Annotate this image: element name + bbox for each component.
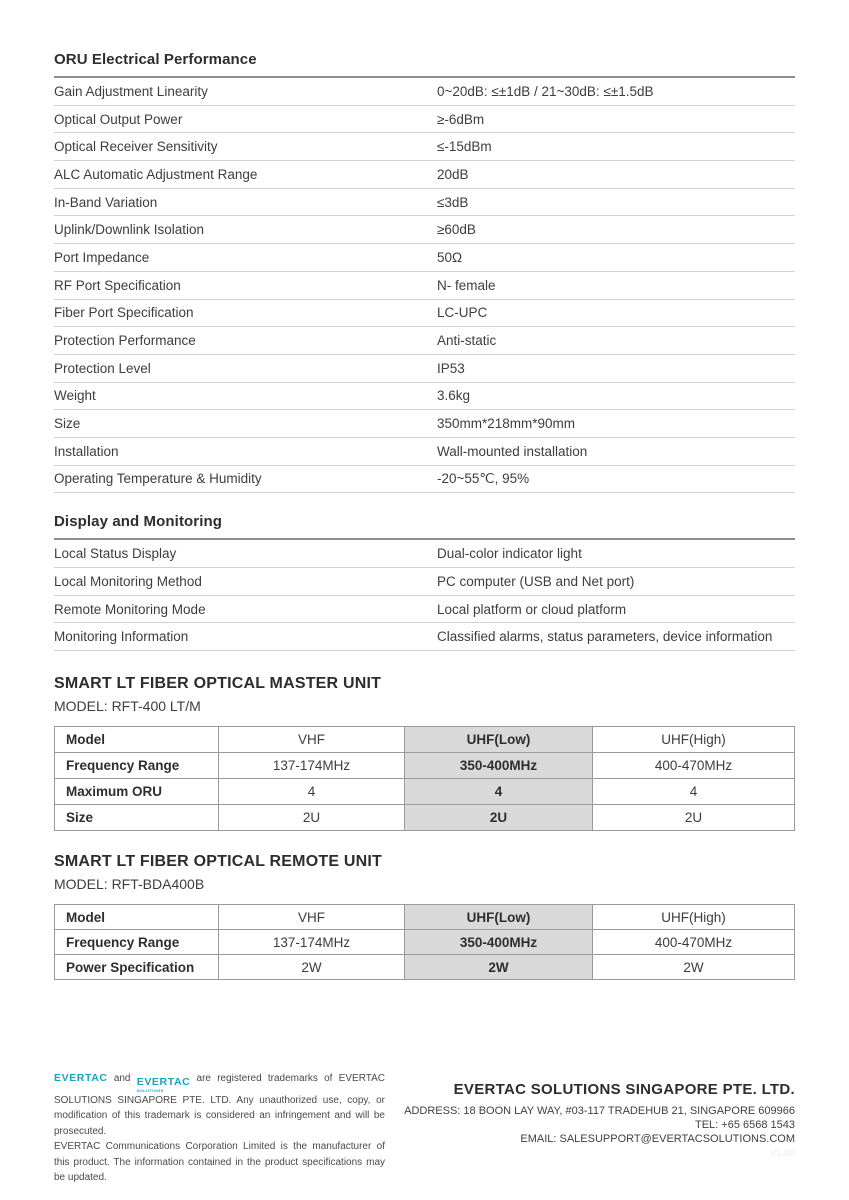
spec-value: N- female [437, 277, 496, 293]
table-header-cell: Model [55, 905, 219, 930]
table-header-cell: VHF [219, 727, 405, 753]
table-cell: 2U [405, 805, 593, 831]
table-cell: Power Specification [55, 955, 219, 980]
display-monitoring-rows [54, 540, 795, 651]
table-cell: 4 [405, 779, 593, 805]
spec-row [54, 327, 795, 355]
spec-row [54, 383, 795, 411]
table-cell: 400-470MHz [593, 930, 795, 955]
spec-value: LC-UPC [437, 305, 488, 321]
spec-value: Classified alarms, status parameters, device information [437, 629, 773, 645]
spec-row [54, 78, 795, 106]
spec-row [54, 568, 795, 596]
spec-value: ≤-15dBm [437, 139, 492, 155]
table-row [55, 753, 795, 779]
trademark-paragraph-1 [54, 1071, 385, 1139]
spec-label: Local Status Display [54, 546, 177, 562]
oru-spec-rows [54, 78, 795, 493]
section-remote-unit [54, 853, 795, 980]
spec-value: Dual-color indicator light [437, 546, 582, 562]
table-cell: 2W [219, 955, 405, 980]
table-header-row [55, 727, 795, 753]
section-title-oru: ORU Electrical Performance [54, 52, 795, 78]
product-model-remote: MODEL: RFT-BDA400B [54, 876, 205, 893]
evertac-solutions-logo [137, 1077, 191, 1093]
spec-label: Gain Adjustment Linearity [54, 83, 208, 99]
spec-row [54, 161, 795, 189]
table-cell: Frequency Range [55, 753, 219, 779]
evertac-solutions-logo-sub: SOLUTIONS [136, 1087, 164, 1093]
table-header-cell: UHF(High) [593, 727, 795, 753]
product-title-master: SMART LT FIBER OPTICAL MASTER UNIT [54, 675, 382, 693]
spec-label: Protection Performance [54, 333, 196, 349]
spec-row [54, 244, 795, 272]
spec-row [54, 466, 795, 494]
page-content [54, 52, 795, 980]
table-row [55, 779, 795, 805]
spec-row [54, 189, 795, 217]
table-cell: 400-470MHz [593, 753, 795, 779]
spec-label: Installation [54, 443, 119, 459]
spec-value: ≥-6dBm [437, 111, 485, 127]
spec-value: 350mm*218mm*90mm [437, 416, 576, 432]
table-cell: 4 [593, 779, 795, 805]
table-header-cell: UHF(Low) [405, 727, 593, 753]
spec-value: PC computer (USB and Net port) [437, 573, 635, 589]
company-tel: TEL: +65 6568 1543 [695, 1118, 795, 1131]
table-row [55, 930, 795, 955]
section-title-display-monitoring: Display and Monitoring [54, 514, 795, 540]
table-cell: Maximum ORU [55, 779, 219, 805]
product-model-master: MODEL: RFT-400 LT/M [54, 698, 201, 715]
footer-trademark [54, 1071, 385, 1186]
table-cell: 2W [593, 955, 795, 980]
spec-row [54, 438, 795, 466]
spec-row [54, 106, 795, 134]
spec-row [54, 410, 795, 438]
footer-company-info [404, 1081, 795, 1158]
company-name: EVERTAC SOLUTIONS SINGAPORE PTE. LTD. [453, 1081, 795, 1098]
spec-label: RF Port Specification [54, 277, 181, 293]
spec-value: Anti-static [437, 333, 497, 349]
spec-label: Protection Level [54, 360, 151, 376]
spec-row [54, 216, 795, 244]
spec-label: ALC Automatic Adjustment Range [54, 166, 258, 182]
section-oru-electrical-performance [54, 52, 795, 493]
spec-value: -20~55℃, 95% [437, 470, 530, 486]
spec-value: IP53 [437, 360, 465, 376]
spec-label: Fiber Port Specification [54, 305, 194, 321]
table-cell: 2W [405, 955, 593, 980]
spec-value: Wall-mounted installation [437, 443, 588, 459]
spec-label: Size [54, 416, 81, 432]
trademark-and: and [113, 1073, 131, 1084]
table-cell: 350-400MHz [405, 753, 593, 779]
spec-row [54, 355, 795, 383]
table-row [55, 805, 795, 831]
spec-label: Uplink/Downlink Isolation [54, 222, 205, 238]
spec-value: 0~20dB: ≤±1dB / 21~30dB: ≤±1.5dB [437, 83, 654, 99]
company-address: ADDRESS: 18 BOON LAY WAY, #03-117 TRADEHUB 21, SINGAPORE 609966 [404, 1105, 795, 1117]
trademark-text: are registered trademarks of EVERTAC SOLUTIONS SINGAPORE PTE. LTD. Any unauthorized use, copy, or modification of this trademark is considered an infringement and will be prosecuted. [54, 1073, 385, 1137]
table-header-cell: VHF [219, 905, 405, 930]
evertac-solutions-logo-main: EVERTAC [136, 1076, 191, 1088]
section-display-monitoring [54, 514, 795, 651]
spec-value: 50Ω [437, 249, 463, 265]
spec-label: Weight [54, 388, 96, 404]
spec-label: Remote Monitoring Mode [54, 601, 206, 617]
section-master-unit [54, 675, 795, 831]
table-cell: 2U [219, 805, 405, 831]
master-unit-table [54, 726, 795, 831]
remote-unit-table [54, 904, 795, 980]
company-email: EMAIL: SALESUPPORT@EVERTACSOLUTIONS.COM [520, 1132, 795, 1145]
spec-value: Local platform or cloud platform [437, 601, 627, 617]
spec-value: ≤3dB [437, 194, 469, 210]
spec-value: ≥60dB [437, 222, 476, 238]
version-label: V1.00 [769, 1148, 795, 1159]
spec-label: In-Band Variation [54, 194, 158, 210]
table-header-row [55, 905, 795, 930]
table-cell: 4 [219, 779, 405, 805]
spec-row [54, 300, 795, 328]
table-cell: 350-400MHz [405, 930, 593, 955]
spec-row [54, 596, 795, 624]
trademark-paragraph-2: EVERTAC Communications Corporation Limited is the manufacturer of this product. The information contained in the product specifications may be updated. [54, 1141, 385, 1184]
table-cell: 2U [593, 805, 795, 831]
spec-label: Optical Output Power [54, 111, 183, 127]
spec-row [54, 272, 795, 300]
spec-row [54, 623, 795, 651]
spec-row [54, 540, 795, 568]
table-cell: 137-174MHz [219, 930, 405, 955]
product-title-remote: SMART LT FIBER OPTICAL REMOTE UNIT [54, 853, 382, 871]
table-cell: Size [55, 805, 219, 831]
table-header-cell: UHF(Low) [405, 905, 593, 930]
table-row [55, 955, 795, 980]
company-contact-lines [404, 1105, 795, 1146]
spec-label: Local Monitoring Method [54, 573, 202, 589]
spec-label: Optical Receiver Sensitivity [54, 139, 218, 155]
table-cell: 137-174MHz [219, 753, 405, 779]
table-cell: Frequency Range [55, 930, 219, 955]
spec-value: 3.6kg [437, 388, 471, 404]
spec-label: Port Impedance [54, 249, 150, 265]
spec-row [54, 133, 795, 161]
evertac-logo: EVERTAC [54, 1072, 108, 1084]
table-header-cell: UHF(High) [593, 905, 795, 930]
spec-label: Operating Temperature & Humidity [54, 471, 262, 487]
table-header-cell: Model [55, 727, 219, 753]
spec-value: 20dB [437, 166, 469, 182]
spec-label: Monitoring Information [54, 629, 189, 645]
